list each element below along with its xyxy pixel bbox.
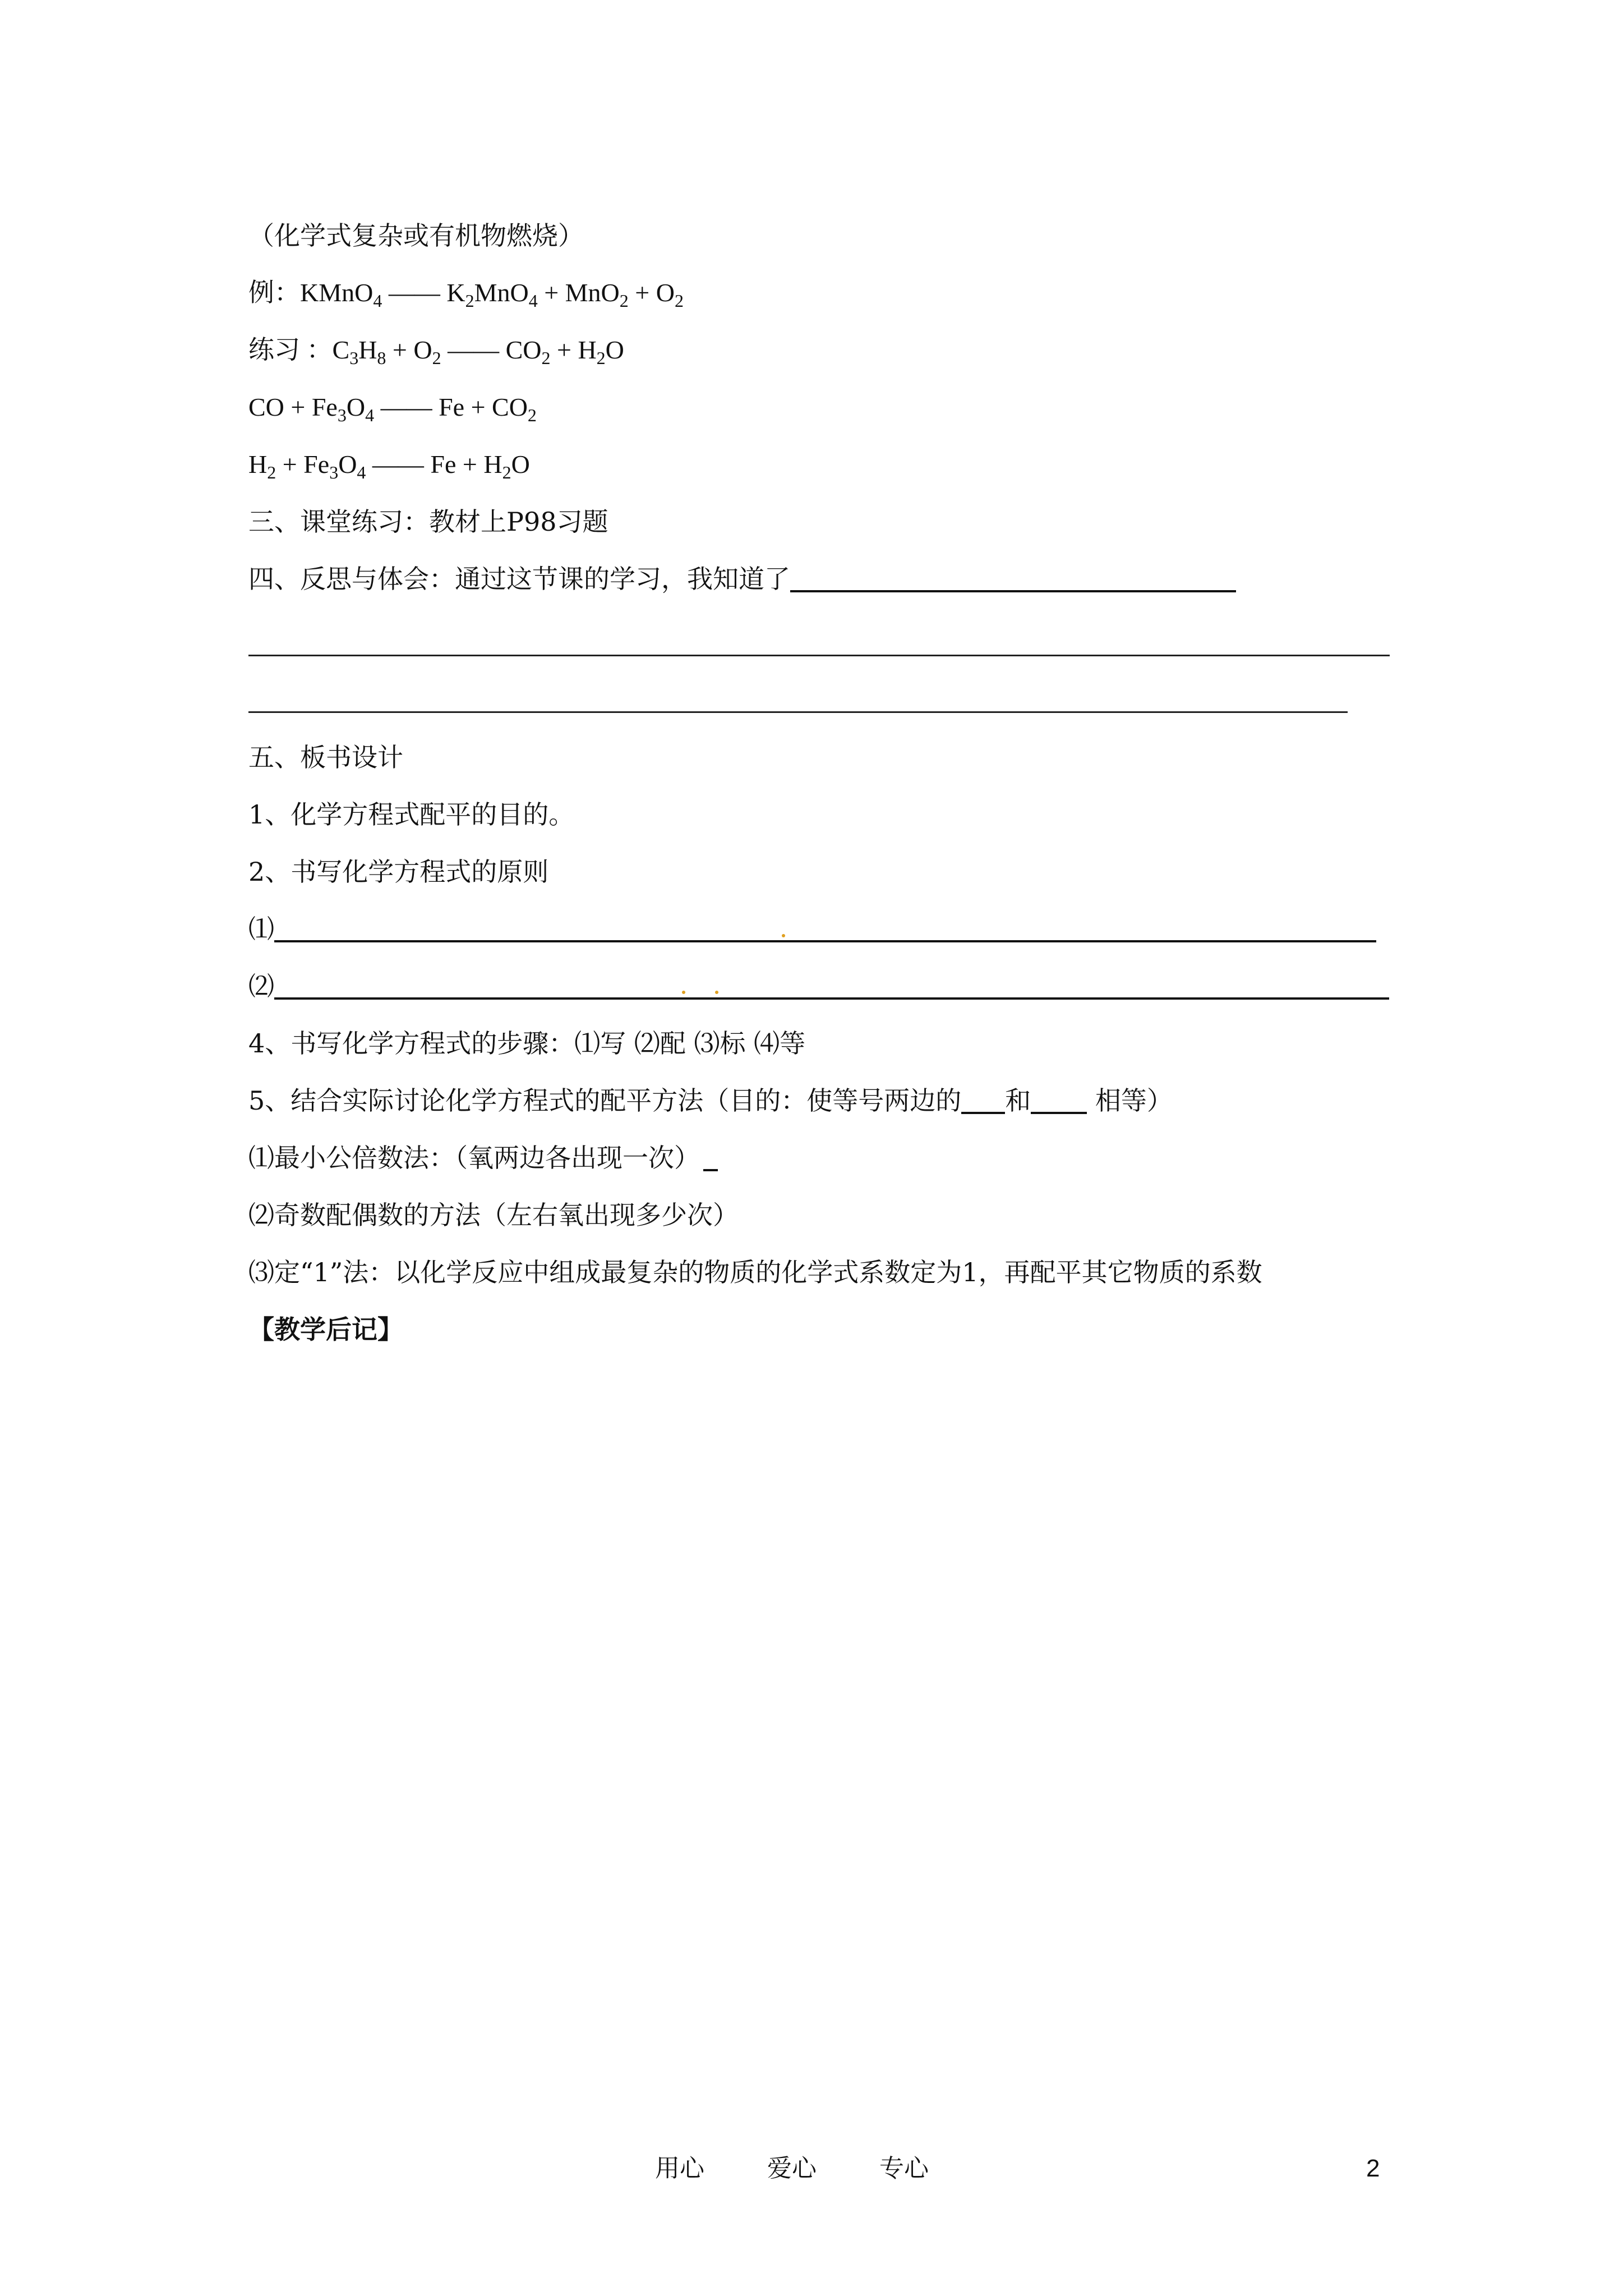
page-number: 2 [1366,2155,1380,2182]
principle-1: ⑴ [248,912,1376,946]
practice-equation-2: CO + $Fe_3O_4$ —— $Fe + CO_2$ [248,393,537,425]
practice-equation-3: $H_2 + Fe_3O_4$ —— $Fe + H_2O$ [248,450,530,482]
section-board-design: 五、板书设计 [248,742,403,772]
decorative-dot [682,991,685,994]
method-odd-even: ⑵奇数配偶数的方法（左右氧出现多少次） [248,1200,739,1230]
text-line-condition: （化学式复杂或有机物燃烧） [248,220,584,251]
footer-item-2: 爱心 [767,2154,817,2183]
board-item-4-steps: 4、书写化学方程式的步骤：⑴写 ⑵配 ⑶标 ⑷等 [248,1028,806,1059]
principle-2-blank[interactable] [274,970,1389,1000]
footer-item-3: 专心 [879,2154,929,2183]
answer-line-2[interactable] [248,711,1348,713]
board-item-1: 1、化学方程式配平的目的。 [248,799,575,830]
blank-small-2[interactable] [1031,1085,1087,1114]
reflection-blank[interactable] [790,563,1236,592]
practice-equation-1: 练习 ：$C_3H_8 + O_2$ —— $CO_2 + H_2O$ [248,335,624,368]
board-item-5-methods: 5、结合实际讨论化学方程式的配平方法（目的：使等号两边的 和 相等） [248,1085,1173,1116]
section-reflection: 四、反思与体会：通过这节课的学习，我知道了 [248,562,1236,596]
method-set-one: ⑶定“1”法：以化学反应中组成最复杂的物质的化学式系数定为1，再配平其它物质的系数 [248,1257,1262,1287]
teaching-postscript-heading: 【教学后记】 [248,1314,403,1345]
footer-item-1: 用心 [655,2154,704,2183]
decorative-dot [782,934,785,937]
answer-line-1[interactable] [248,655,1390,656]
principle-1-blank[interactable] [274,913,1376,942]
method-lcm: ⑴最小公倍数法：（氧两边各出现一次） [248,1141,718,1175]
blank-small-1[interactable] [961,1085,1005,1114]
principle-2: ⑵ [248,969,1389,1003]
decorative-dot [715,991,718,994]
section-classroom-practice: 三、课堂练习：教材上P98习题 [248,507,608,537]
blank-tiny[interactable] [703,1142,718,1171]
board-item-2: 2、书写化学方程式的原则 [248,857,549,887]
example-equation: 例：KMnO$_4$ —— $K_2MnO_4 + MnO_2 + O_2$ [248,278,684,311]
